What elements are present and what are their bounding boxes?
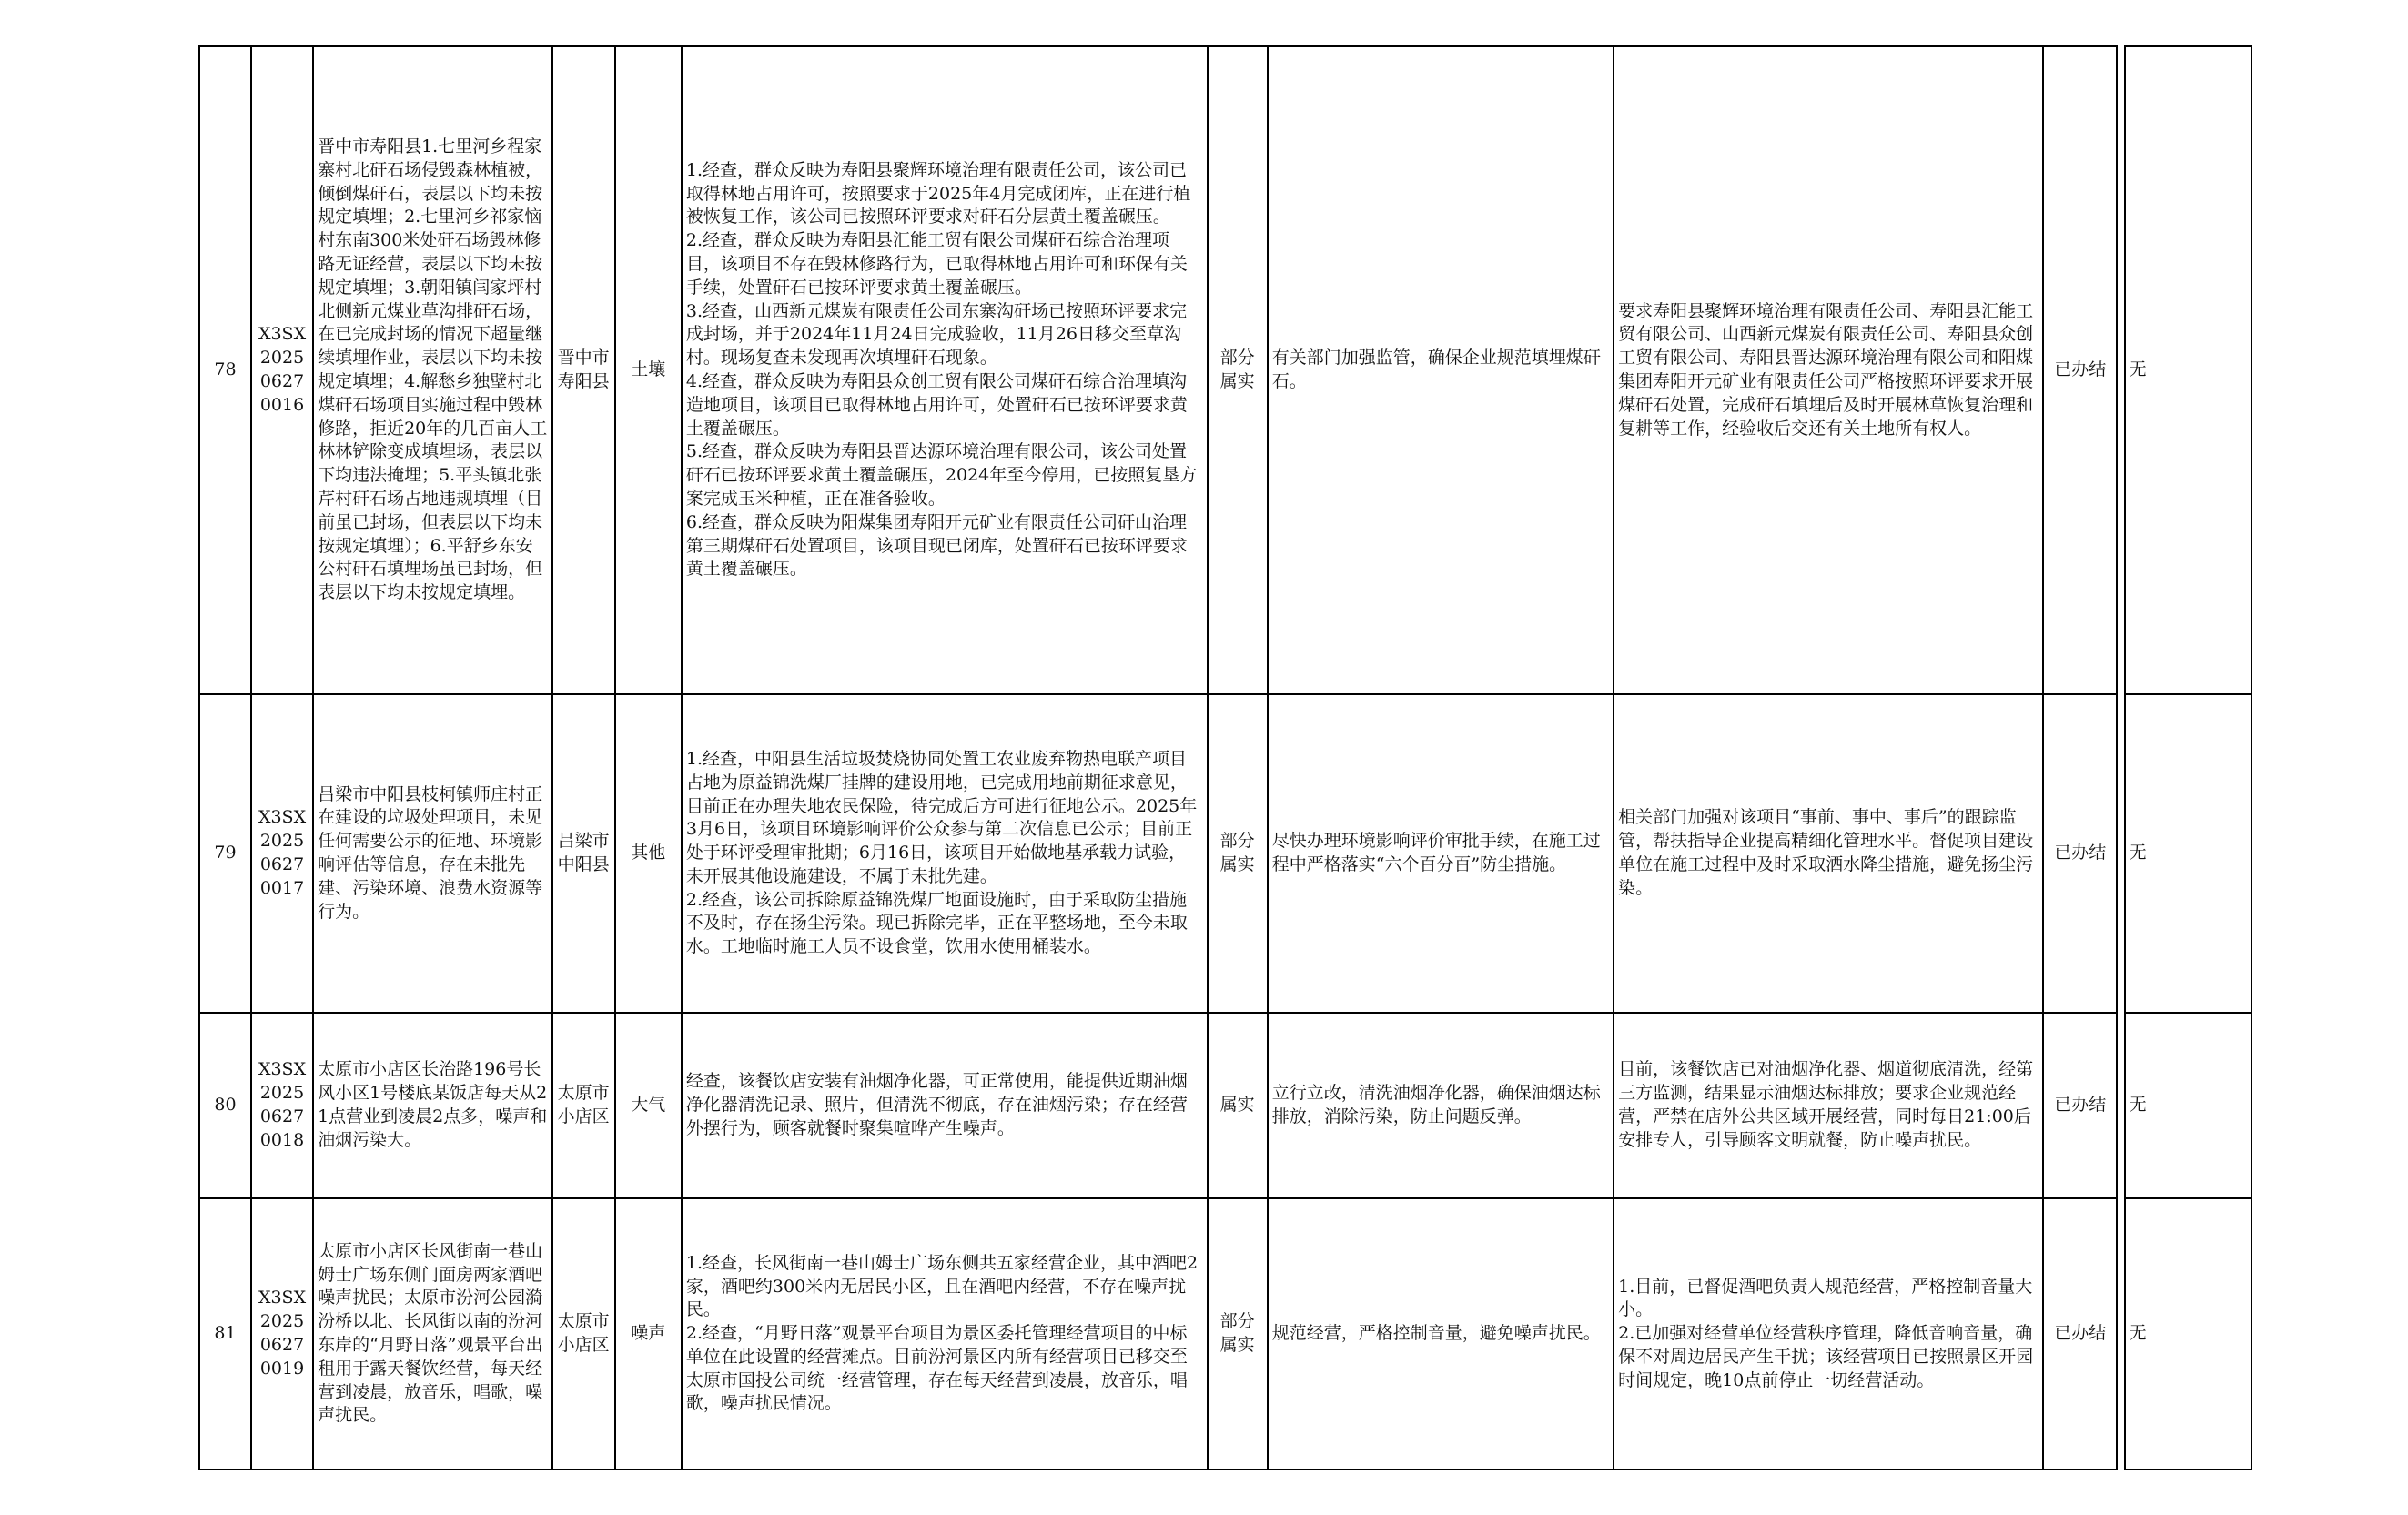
table-row — [199, 694, 2251, 1013]
column-gap — [2117, 1198, 2124, 1470]
pollution-category: 噪声 — [615, 1198, 682, 1470]
rectification-measures — [1614, 1198, 2043, 1470]
investigation-findings — [682, 1198, 1208, 1470]
handling-requirement: 有关部门加强监管，确保企业规范填埋煤矸石。 — [1268, 46, 1614, 694]
status-badge: 已办结 — [2043, 46, 2117, 694]
pollution-category: 其他 — [615, 694, 682, 1013]
verdict: 部分属实 — [1208, 694, 1268, 1013]
row-number: 78 — [199, 46, 251, 694]
table-row — [199, 46, 2251, 694]
column-gap — [2117, 1013, 2124, 1198]
row-number: 81 — [199, 1198, 251, 1470]
row-number: 79 — [199, 694, 251, 1013]
column-gap — [2117, 694, 2124, 1013]
verdict: 属实 — [1208, 1013, 1268, 1198]
handling-requirement: 规范经营，严格控制音量，避免噪声扰民。 — [1268, 1198, 1614, 1470]
status-badge: 已办结 — [2043, 1013, 2117, 1198]
measures-text: 1.目前，已督促酒吧负责人规范经营，严格控制音量大小。 2.已加强对经营单位经营秩序管理，降低音响音量，确保不对周边居民产生干扰；该经营项目已按照景区开园时间规定，晚10点前停止一切经营活动。 — [1618, 1276, 2034, 1390]
rectification-measures: 相关部门加强对该项目“事前、事中、事后”的跟踪监管，帮扶指导企业提高精细化管理水平。督促项目建设单位在施工过程中及时采取洒水降尘措施，避免扬尘污染。 — [1614, 694, 2043, 1013]
table-row — [199, 1198, 2251, 1470]
investigation-findings — [682, 694, 1208, 1013]
region: 太原市小店区 — [552, 1013, 615, 1198]
findings-text: 1.经查，群众反映为寿阳县聚辉环境治理有限责任公司，该公司已取得林地占用许可，按照要求于2025年4月完成闭库，正在进行植被恢复工作，该公司已按照环评要求对矸石分层黄土覆盖碾压。 2.经查，群众反映为寿阳县汇能工贸有限公司煤矸石综合治理项目，该项目不存在毁林修路行为，已取得林地占用许可和环保有关手续，处置矸石已按环评要求黄土覆盖碾压。 3.经查，山西新元煤炭有限责任公司东寨沟矸场已按照环评要求完成封场，并于2024年11月24日完成验收，11月26日移交至草沟村。现场复查未发现再次填埋矸石现象。 4.经查，群众反映为寿阳县众创工贸有限公司煤矸石综合治理填沟造地项目，该项目已取得林地占用许可，处置矸石已按环评要求黄土覆盖碾压。 5.经查，群众反映为寿阳县晋达源环境治理有限公司，该公司处置矸石已按环评要求黄土覆盖碾压，2024年至今停用，已按照复垦方案完成玉米种植，正在准备验收。 6.经查，群众反映为阳煤集团寿阳开元矿业有限责任公司矸山治理第三期煤矸石处置项目，该项目现已闭库，处置矸石已按环评要求黄土覆盖碾压。 — [685, 159, 1198, 580]
complaint-content: 晋中市寿阳县1.七里河乡程家寨村北矸石场侵毁森林植被，倾倒煤矸石，表层以下均未按规定填埋；2.七里河乡祁家恼村东南300米处矸石场毁林修路无证经营，表层以下均未按规定填埋；3.朝阳镇闫家坪村北侧新元煤业草沟排矸石场，在已完成封场的情况下超量继续填埋作业，表层以下均未按规定填埋；4.解愁乡独壁村北煤矸石场项目实施过程中毁林修路，拒近20年的几百亩人工林林铲除变成填埋场，表层以下均违法掩埋；5.平头镇北张芹村矸石场占地违规填埋（目前虽已封场，但表层以下均未按规定填埋）；6.平舒乡东安公村矸石填埋场虽已封场，但表层以下均未按规定填埋。 — [313, 46, 551, 694]
case-code: X3SX202506270018 — [251, 1013, 313, 1198]
rectification-measures: 目前，该餐饮店已对油烟净化器、烟道彻底清洗，经第三方监测，结果显示油烟达标排放；要求企业规范经营，严禁在店外公共区域开展经营，同时每日21:00后安排专人，引导顾客文明就餐，防止噪声扰民。 — [1614, 1013, 2043, 1198]
row-number: 80 — [199, 1013, 251, 1198]
case-code: X3SX202506270017 — [251, 694, 313, 1013]
findings-text: 1.经查，中阳县生活垃圾焚烧协同处置工农业废弃物热电联产项目占地为原益锦洗煤厂挂牌的建设用地，已完成用地前期征求意见，目前正在办理失地农民保险，待完成后方可进行征地公示。2025年3月6日，该项目环境影响评价公众参与第二次信息已公示；目前正处于环评受理审批期；6月16日，该项目开始做地基承载力试验，未开展其他设施建设，不属于未批先建。 2.经查，该公司拆除原益锦洗煤厂地面设施时，由于采取防尘措施不及时，存在扬尘污染。现已拆除完毕，正在平整场地，至今未取水。工地临时施工人员不设食堂，饮用水使用桶装水。 — [685, 748, 1198, 957]
case-code: X3SX202506270019 — [251, 1198, 313, 1470]
investigation-findings — [682, 1013, 1208, 1198]
pollution-category: 土壤 — [615, 46, 682, 694]
complaint-content: 吕梁市中阳县枝柯镇师庄村正在建设的垃圾处理项目，未见任何需要公示的征地、环境影响评估等信息，存在未批先建、污染环境、浪费水资源等行为。 — [313, 694, 551, 1013]
region: 太原市小店区 — [552, 1198, 615, 1470]
accountability: 无 — [2125, 694, 2251, 1013]
accountability: 无 — [2125, 1198, 2251, 1470]
verdict: 部分属实 — [1208, 46, 1268, 694]
status-badge: 已办结 — [2043, 1198, 2117, 1470]
accountability: 无 — [2125, 46, 2251, 694]
region: 晋中市寿阳县 — [552, 46, 615, 694]
handling-requirement: 尽快办理环境影响评价审批手续，在施工过程中严格落实“六个百分百”防尘措施。 — [1268, 694, 1614, 1013]
handling-requirement: 立行立改，清洗油烟净化器，确保油烟达标排放，消除污染，防止问题反弹。 — [1268, 1013, 1614, 1198]
column-gap — [2117, 46, 2124, 694]
petition-table — [198, 45, 2252, 1470]
findings-text: 经查，该餐饮店安装有油烟净化器，可正常使用，能提供近期油烟净化器清洗记录、照片，但清洗不彻底，存在油烟污染；存在经营外摆行为，顾客就餐时聚集喧哗产生噪声。 — [685, 1071, 1188, 1138]
findings-text: 1.经查，长风街南一巷山姆士广场东侧共五家经营企业，其中酒吧2家，酒吧约300米内无居民小区，且在酒吧内经营，不存在噪声扰民。 2.经查，“月野日落”观景平台项目为景区委托管理经营项目的中标单位在此设置的经营摊点。目前汾河景区内所有经营项目已移交至太原市国投公司统一经营管理，存在每天经营到凌晨，放音乐，唱歌，噪声扰民情况。 — [685, 1252, 1199, 1414]
verdict: 部分属实 — [1208, 1198, 1268, 1470]
status-badge: 已办结 — [2043, 694, 2117, 1013]
investigation-findings — [682, 46, 1208, 694]
rectification-measures: 要求寿阳县聚辉环境治理有限责任公司、寿阳县汇能工贸有限公司、山西新元煤炭有限责任公司、寿阳县众创工贸有限公司、寿阳县晋达源环境治理有限公司和阳煤集团寿阳开元矿业有限责任公司严格按照环评要求开展煤矸石处置，完成矸石填埋后及时开展林草恢复治理和复耕等工作，经验收后交还有关土地所有权人。 — [1614, 46, 2043, 694]
case-code: X3SX202506270016 — [251, 46, 313, 694]
complaint-content: 太原市小店区长风街南一巷山姆士广场东侧门面房两家酒吧噪声扰民；太原市汾河公园漪汾桥以北、长风街以南的汾河东岸的“月野日落”观景平台出租用于露天餐饮经营，每天经营到凌晨，放音乐，唱歌，噪声扰民。 — [313, 1198, 551, 1470]
complaint-content: 太原市小店区长治路196号长风小区1号楼底某饭店每天从21点营业到凌晨2点多，噪声和油烟污染大。 — [313, 1013, 551, 1198]
petition-table-grid — [198, 45, 2252, 1470]
table-row — [199, 1013, 2251, 1198]
region: 吕梁市中阳县 — [552, 694, 615, 1013]
accountability: 无 — [2125, 1013, 2251, 1198]
pollution-category: 大气 — [615, 1013, 682, 1198]
